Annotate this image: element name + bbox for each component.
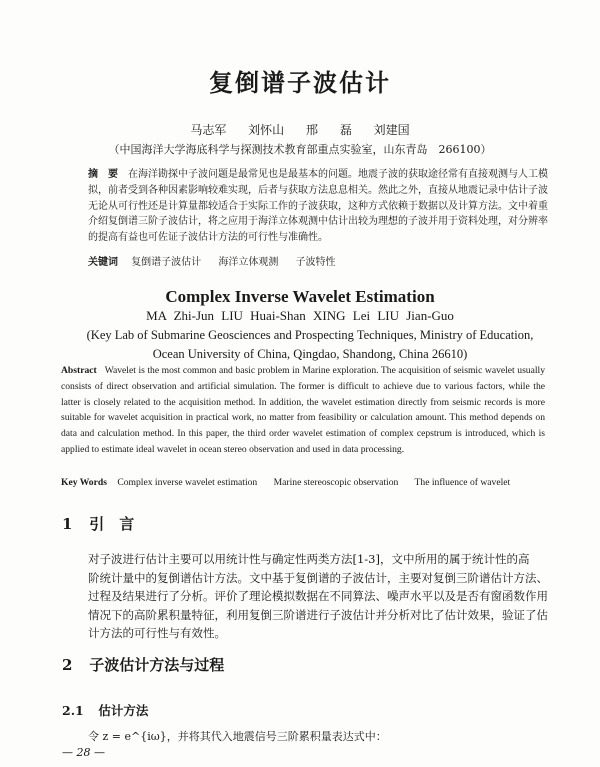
chinese-abstract-text: 在海洋勘探中子波问题是最常见也是最基本的问题。地震子波的获取途径常有直接观测与人工模拟，前者受到各种因素影响较难实现，后者与获取方法息息相关。然此之外，直接从地震记录中估计子波无论从可行性还是计算量都较适合于实际工作的子波获取，这种方式依赖于数据以及计算方法。文中着重介绍复倒谱三阶子波估计，将之应用于海洋立体观测中估计出较为理想的子波并用于资料处理，对分辨率的提高有益也可佐证子波估计方法的可行性与准确性。: [88, 169, 548, 244]
chinese-abstract-label: 摘 要: [88, 169, 118, 180]
introduction-paragraph: [88, 550, 548, 643]
keyword: 海洋立体观测: [218, 257, 279, 268]
english-abstract-text: Wavelet is the most common and basic problem in Marine exploration. The acquisition of seismic wavelet usually consists of direct observation and artificial simulation. The former is difficult to achieve due to various factors, while the latter is closely related to the acquisition method. In addition, the wavelet estimation directly from seismic records is more suitable for wavelet acquisition in practical work, no matter from feasibility or calculation amount. This method depends on data and calculation method. In this paper, the third order wavelet estimation of complex cepstrum is introduced, which is applied to estimate ideal wavelet in ocean stereo observation and used in data processing.: [61, 365, 545, 455]
keyword: 复倒谱子波估计: [131, 257, 202, 268]
section-title: 引 言: [89, 515, 135, 533]
english-affiliation: [60, 326, 560, 364]
section-number: 1: [62, 515, 73, 533]
paragraph-line: 阶统计量中的复倒谱估计方法。文中基于复倒谱的子波估计，主要对复倒三阶谱估计方法、: [88, 570, 548, 585]
keyword: The influence of wavelet: [414, 477, 511, 488]
english-authors: MA Zhi-Jun LIU Huai-Shan XING Lei LIU Jian-Guo: [146, 308, 454, 323]
chinese-abstract: [88, 167, 548, 246]
keyword: Marine stereoscopic observation: [273, 477, 399, 488]
english-title: Complex Inverse Wavelet Estimation: [165, 287, 435, 306]
keyword: 子波特性: [295, 257, 336, 268]
subsection-heading: [62, 701, 148, 719]
subsection-title: 估计方法: [98, 703, 149, 718]
method-body-text: 令 z = e^{iω}，并将其代入地震信号三阶累积量表达式中：: [88, 730, 387, 743]
chinese-keywords: [88, 253, 548, 268]
author-name: 马志军: [190, 123, 227, 137]
english-abstract: [61, 363, 545, 458]
paragraph-line: 计方法的可行性与有效性。: [88, 626, 226, 640]
section-title: 子波估计方法与过程: [89, 656, 225, 674]
author-name: 刘建国: [373, 123, 410, 137]
chinese-keywords-label: 关键词: [88, 257, 118, 268]
subsection-number: 2.1: [62, 703, 84, 718]
paragraph-line: 过程及结果进行了分析。评价了理论模拟数据在不同算法、噪声水平以及是否有窗函数作用: [88, 589, 548, 603]
paragraph-line: 对子波进行估计主要可以用统计性与确定性两类方法[1-3]，文中所用的属于统计性的高: [88, 552, 530, 566]
author-name: 邢 磊: [306, 123, 352, 137]
chinese-title: 复倒谱子波估计: [209, 68, 391, 97]
english-abstract-label: Abstract: [61, 365, 97, 376]
author-name: 刘怀山: [248, 123, 285, 137]
chinese-authors: [0, 121, 600, 138]
keyword: Complex inverse wavelet estimation: [117, 477, 258, 488]
section-number: 2: [62, 656, 73, 674]
english-keywords-label: Key Words: [61, 477, 107, 488]
english-keywords: [61, 477, 545, 488]
affiliation-line: (Key Lab of Submarine Geosciences and Prospecting Techniques, Ministry of Education,: [86, 328, 534, 342]
page-number: — 28 —: [62, 746, 105, 759]
chinese-affiliation: （中国海洋大学海底科学与探测技术教育部重点实验室，山东青岛 266100）: [108, 143, 492, 156]
paragraph-line: 情况下的高阶累积量特征，利用复倒三阶谱进行子波估计并分析对比了估计效果，验证了估: [88, 607, 548, 622]
section-heading-introduction: [62, 513, 134, 534]
affiliation-line: Ocean University of China, Qingdao, Shandong, China 26610): [152, 347, 468, 361]
section-heading-method: [62, 654, 224, 675]
